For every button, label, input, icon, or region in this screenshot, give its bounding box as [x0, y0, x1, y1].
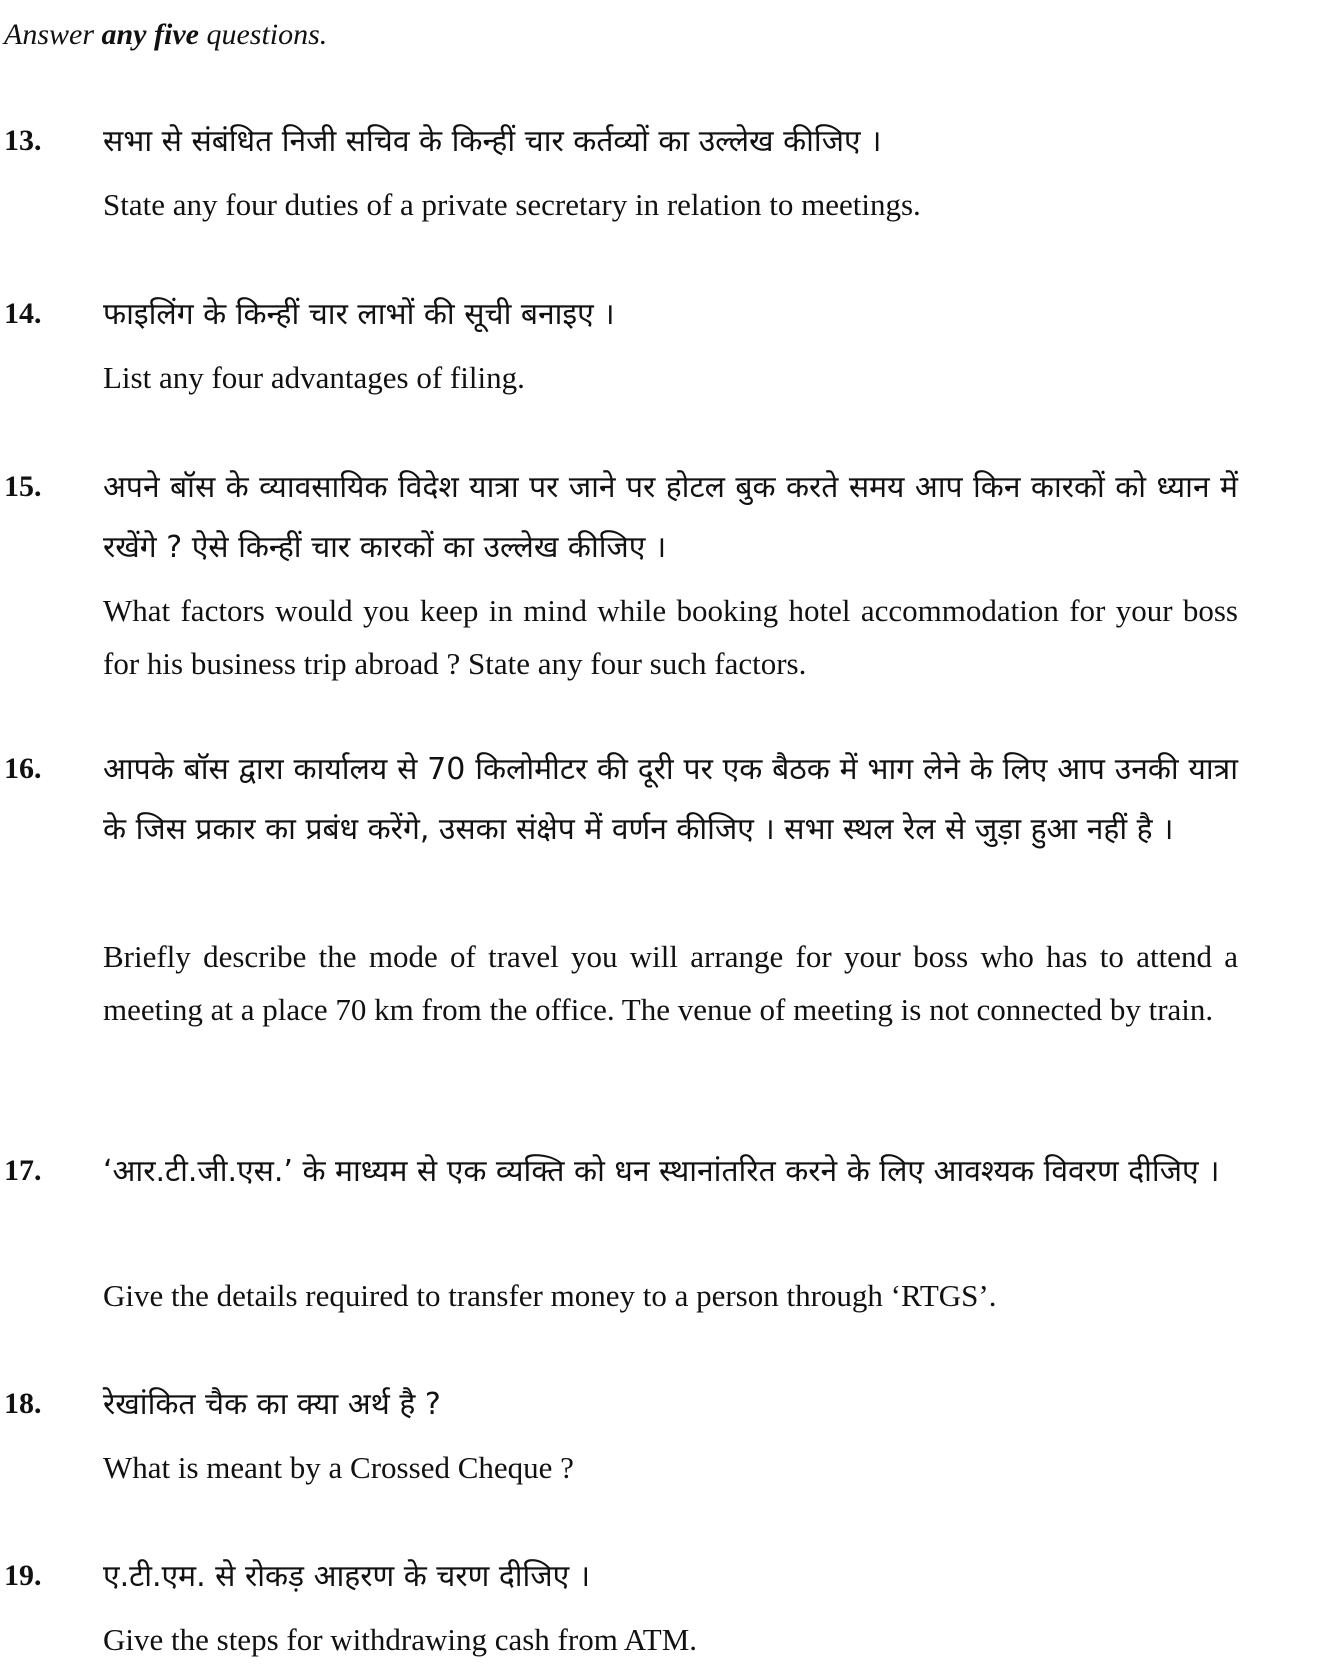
question-english: Give the details required to transfer money to a person through ‘RTGS’.	[103, 1278, 997, 1313]
question-hindi: आपके बॉस द्वारा कार्यालय से 70 किलोमीटर की दूरी पर एक बैठक में भाग लेने के लिए आप उनकी यात्रा के जिस प्रकार का प्रबंध करेंगे, उसका संक्षेप में वर्णन कीजिए । सभा स्थल रेल से जुड़ा हुआ नहीं है ।	[103, 752, 1238, 847]
question-hindi: सभा से संबंधित निजी सचिव के किन्हीं चार कर्तव्यों का उल्लेख कीजिए ।	[103, 124, 882, 159]
question-english: Give the steps for withdrawing cash from ATM.	[103, 1622, 698, 1657]
question-hindi: ‘आर.टी.जी.एस.’ के माध्यम से एक व्यक्ति को धन स्थानांतरित करने के लिए आवश्यक विवरण दीजिए ।	[103, 1154, 1220, 1189]
question-english: Briefly describe the mode of travel you will arrange for your boss who has to attend a meeting at a place 70 km from the office. The venue of meeting is not connected by train.	[103, 939, 1238, 1027]
question-number: 17.	[4, 1154, 42, 1187]
instructions	[4, 18, 327, 52]
instruction-emphasis: any five	[101, 18, 199, 51]
instruction-suffix: questions.	[198, 18, 328, 51]
question-hindi: फाइलिंग के किन्हीं चार लाभों की सूची बनाइए ।	[103, 297, 615, 332]
question-hindi: रेखांकित चैक का क्या अर्थ है ?	[103, 1387, 441, 1422]
question-number: 18.	[4, 1387, 42, 1420]
question-hindi: ए.टी.एम. से रोकड़ आहरण के चरण दीजिए ।	[103, 1559, 591, 1594]
question-english: What is meant by a Crossed Cheque ?	[103, 1450, 574, 1485]
question-number: 15.	[4, 470, 42, 503]
question-english: List any four advantages of filing.	[103, 360, 525, 395]
question-number: 16.	[4, 752, 42, 785]
instruction-prefix: Answer	[4, 18, 102, 51]
question-english: What factors would you keep in mind while booking hotel accommodation for your boss for his business trip abroad ? State any four such factors.	[103, 593, 1238, 681]
question-number: 14.	[4, 297, 42, 330]
question-hindi: अपने बॉस के व्यावसायिक विदेश यात्रा पर जाने पर होटल बुक करते समय आप किन कारकों को ध्यान में रखेंगे ? ऐसे किन्हीं चार कारकों का उल्लेख कीजिए ।	[103, 470, 1238, 565]
question-number: 13.	[4, 124, 42, 157]
question-english: State any four duties of a private secretary in relation to meetings.	[103, 187, 921, 222]
question-number: 19.	[4, 1559, 42, 1592]
